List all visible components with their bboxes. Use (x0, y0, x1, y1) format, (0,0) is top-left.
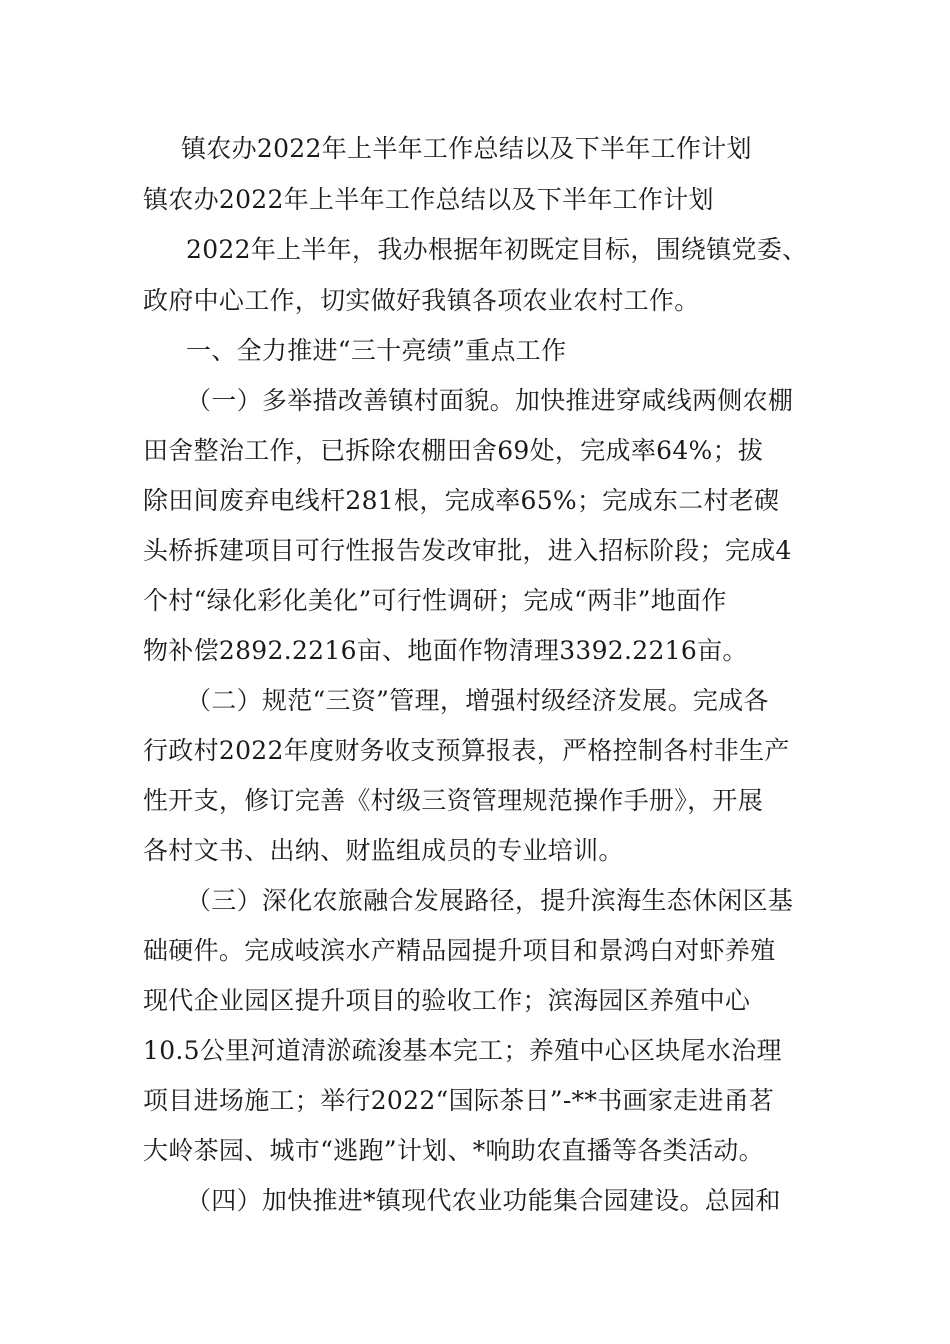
paragraph-line: 础硬件。完成岐滨水产精品园提升项目和景鸿白对虾养殖 (143, 936, 776, 965)
paragraph-line: （一）多举措改善镇村面貌。加快推进穿咸线两侧农棚 (186, 386, 794, 415)
paragraph-line: 各村文书、出纳、财监组成员的专业培训。 (143, 836, 624, 865)
paragraph-line: （二）规范“三资”管理，增强村级经济发展。完成各 (186, 686, 769, 715)
document-subtitle: 镇农办2022年上半年工作总结以及下半年工作计划 (143, 185, 714, 214)
paragraph-line: 田舍整治工作，已拆除农棚田舍69处，完成率64%；拔 (143, 436, 764, 465)
paragraph-line: 除田间废弃电线杆281根，完成率65%；完成东二村老碶 (143, 486, 780, 515)
paragraph-line: （四）加快推进*镇现代农业功能集合园建设。总园和 (186, 1186, 781, 1215)
paragraph-line: 2022年上半年，我办根据年初既定目标，围绕镇党委、 (186, 235, 808, 264)
paragraph-line: 项目进场施工；举行2022“国际茶日”-**书画家走进甬茗 (143, 1086, 775, 1115)
paragraph-line: 物补偿2892.2216亩、地面作物清理3392.2216亩。 (143, 636, 748, 665)
paragraph-line: 性开支，修订完善《村级三资管理规范操作手册》，开展 (143, 786, 764, 815)
paragraph-line: 个村“绿化彩化美化”可行性调研；完成“两非”地面作 (143, 586, 727, 615)
paragraph-line: 头桥拆建项目可行性报告发改审批，进入招标阶段；完成4 (143, 536, 792, 565)
paragraph-line: 大岭茶园、城市“逃跑”计划、*响助农直播等各类活动。 (143, 1136, 764, 1165)
paragraph-line: 10.5公里河道清淤疏浚基本完工；养殖中心区块尾水治理 (143, 1036, 782, 1065)
paragraph-line: 行政村2022年度财务收支预算报表，严格控制各村非生产 (143, 736, 790, 765)
paragraph-line: 政府中心工作，切实做好我镇各项农业农村工作。 (143, 286, 700, 315)
paragraph-line: 一、全力推进“三十亮绩”重点工作 (186, 336, 567, 365)
paragraph-line: （三）深化农旅融合发展路径，提升滨海生态休闲区基 (186, 886, 794, 915)
paragraph-line: 现代企业园区提升项目的验收工作；滨海园区养殖中心 (143, 986, 751, 1015)
document-title: 镇农办2022年上半年工作总结以及下半年工作计划 (181, 134, 752, 163)
